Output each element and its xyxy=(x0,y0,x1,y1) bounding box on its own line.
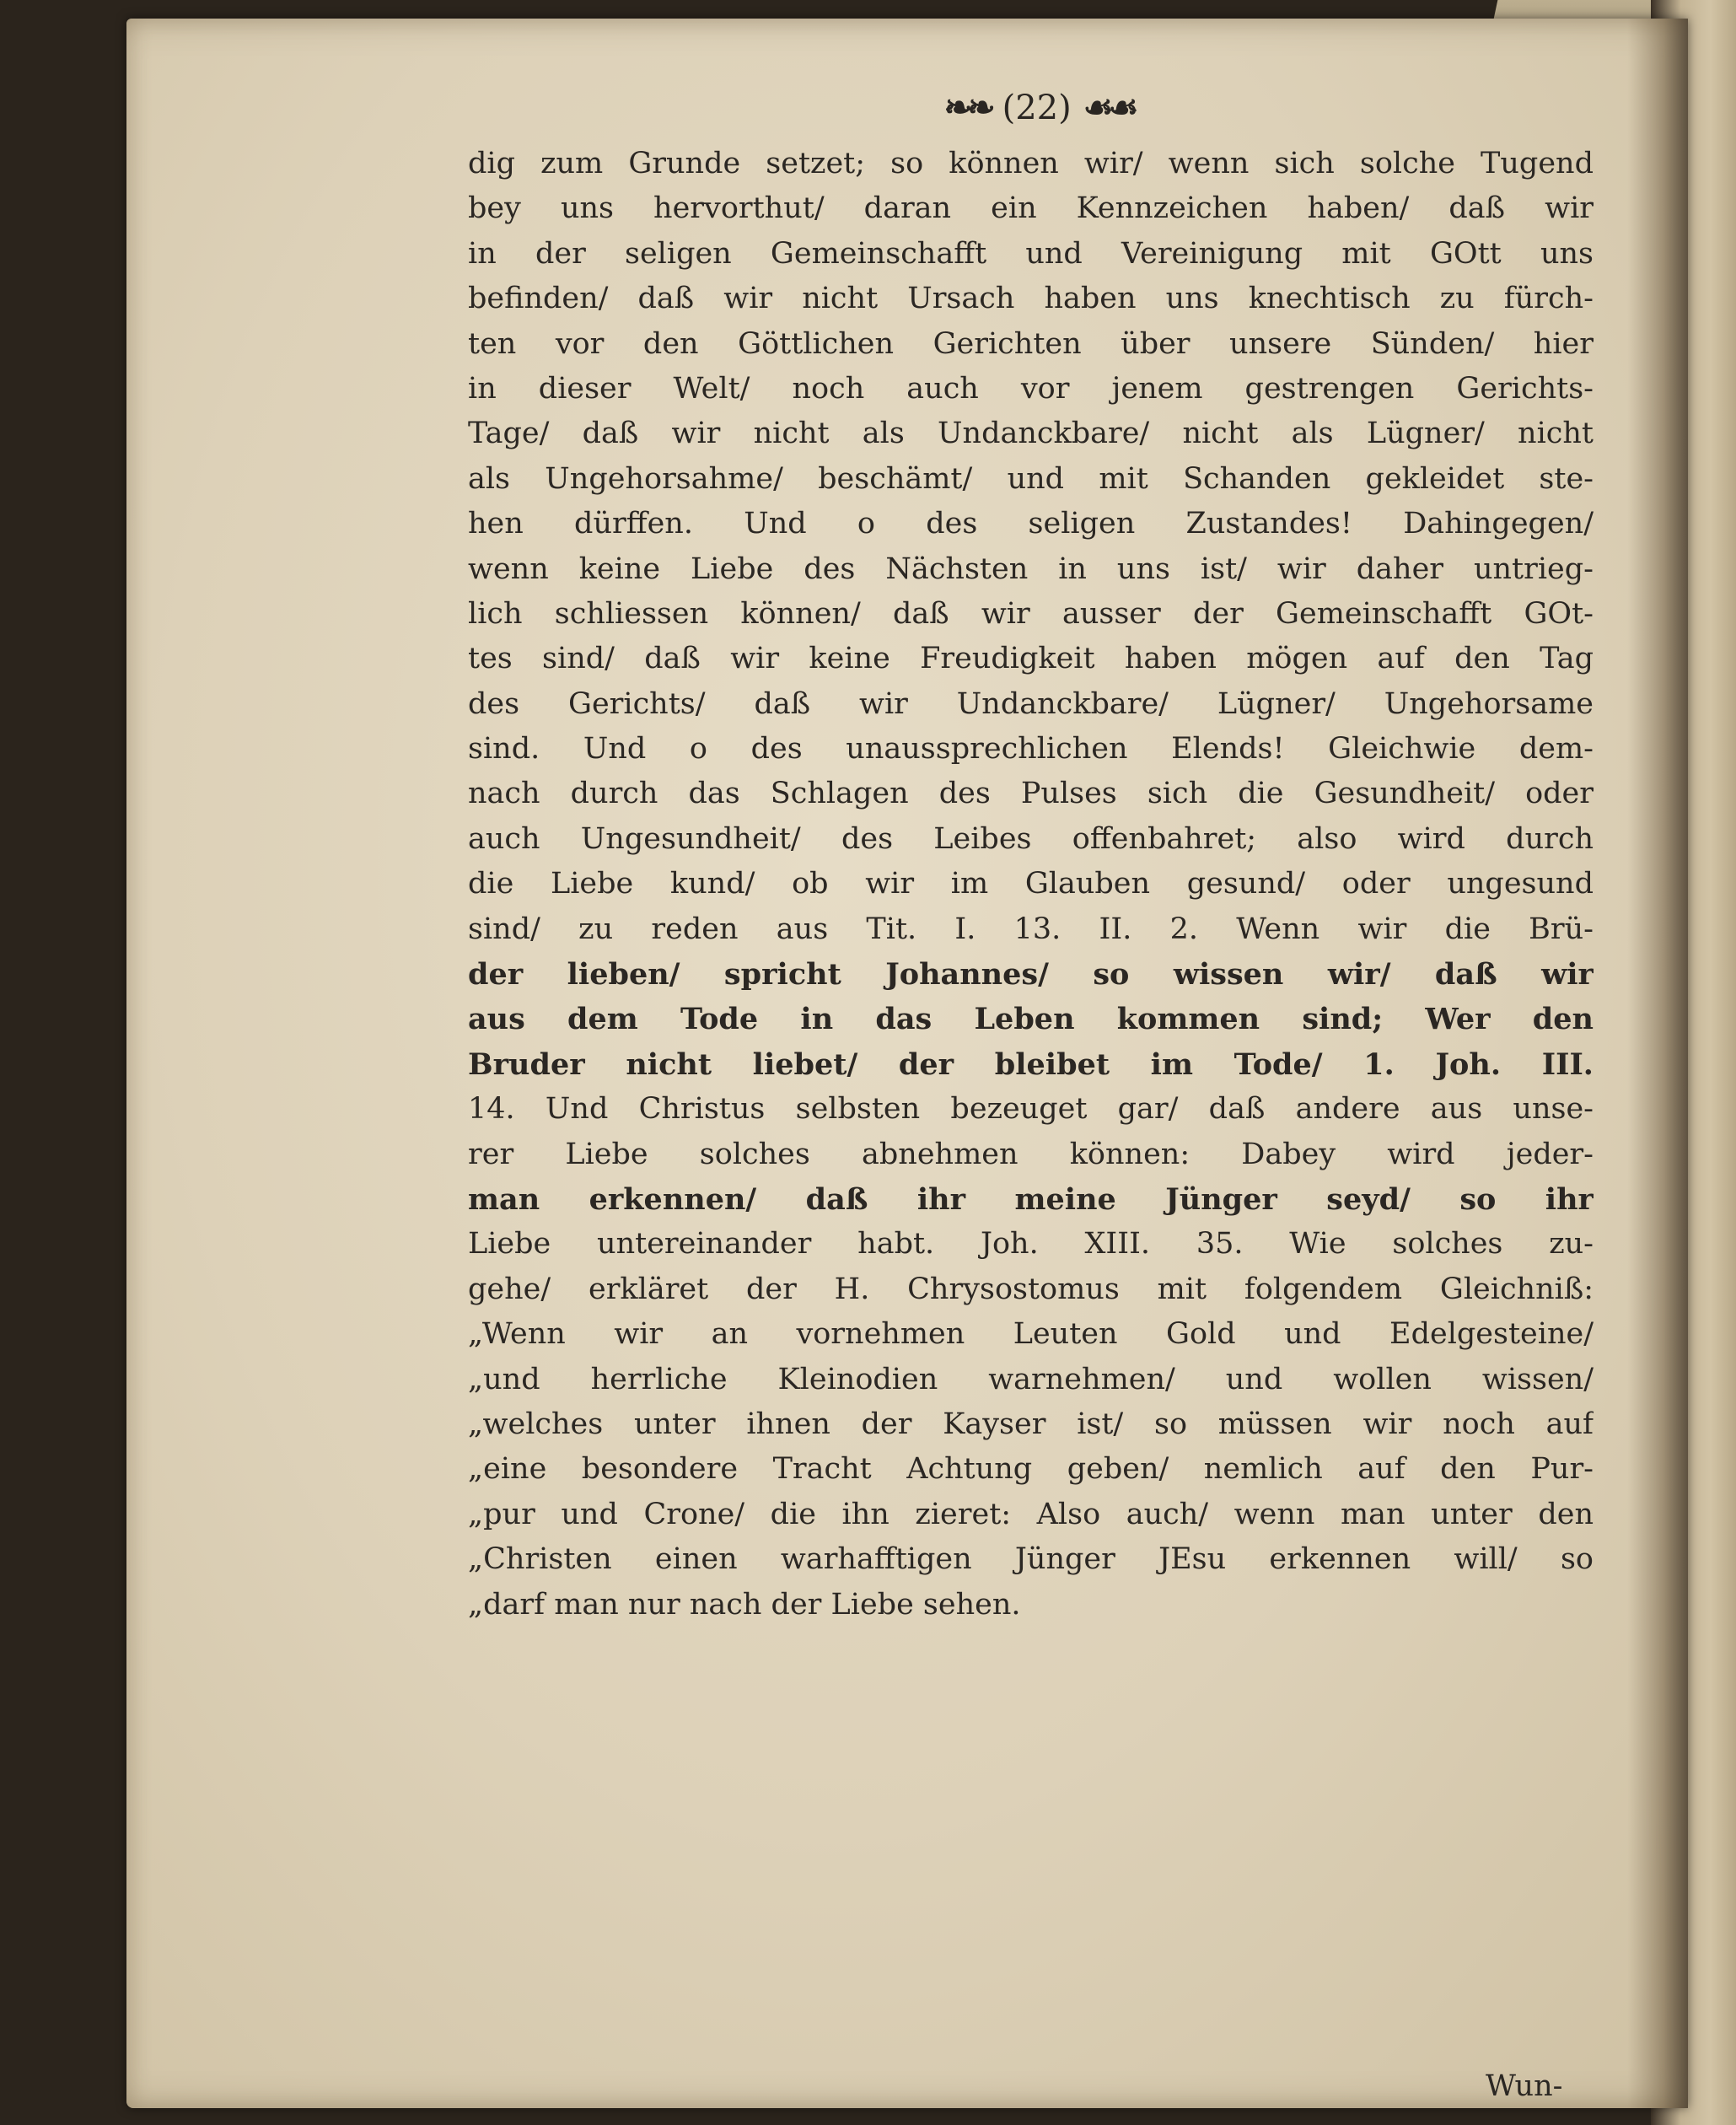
text-line: ten vor den Göttlichen Gerichten über unsere Sünden/ hier xyxy=(468,326,1594,361)
text-line-emphasis: der lieben/ spricht Johannes/ so wissen wir/ daß wir xyxy=(468,957,1594,993)
page-number: (22) xyxy=(1002,89,1072,127)
quoted-line: „und herrliche Kleinodien warnehmen/ und wollen wissen/ xyxy=(468,1362,1594,1396)
text-line: lich schliessen können/ daß wir ausser der Gemeinschafft GOt- xyxy=(468,596,1594,631)
text-line: auch Ungesundheit/ des Leibes offenbahret; also wird durch xyxy=(468,821,1594,856)
catchword: Wun- xyxy=(1486,2069,1563,2103)
text-line: Liebe untereinander habt. Joh. XIII. 35. Wie solches zu- xyxy=(468,1227,1594,1262)
quoted-line: „darf man nur nach der Liebe sehen. xyxy=(468,1587,1021,1622)
text-line: wenn keine Liebe des Nächsten in uns ist/ wir daher untrieg- xyxy=(468,551,1594,586)
text-line: sind. Und o des unaussprechlichen Elends! Gleichwie dem- xyxy=(468,732,1594,767)
body-text xyxy=(468,142,1594,1627)
text-line: rer Liebe solches abnehmen können: Dabey wird jeder- xyxy=(468,1137,1594,1171)
quoted-line: „Christen einen warhafftigen Jünger JEsu erkennen will/ so xyxy=(468,1542,1594,1577)
text-line: 14. Und Christus selbsten bezeuget gar/ daß andere aus unse- xyxy=(468,1092,1594,1127)
header-ornament-left-icon: ❧❧ xyxy=(943,88,991,127)
text-line: die Liebe kund/ ob wir im Glauben gesund/ oder ungesund xyxy=(468,867,1594,901)
page-header xyxy=(904,84,1174,132)
text-line: befinden/ daß wir nicht Ursach haben uns knechtisch zu fürch- xyxy=(468,282,1594,316)
text-line: Tage/ daß wir nicht als Undanckbare/ nicht als Lügner/ nicht xyxy=(468,417,1594,451)
quoted-line: „welches unter ihnen der Kayser ist/ so müssen wir noch auf xyxy=(468,1407,1594,1441)
text-line: tes sind/ daß wir keine Freudigkeit haben mögen auf den Tag xyxy=(468,642,1594,676)
text-line: bey uns hervorthut/ daran ein Kennzeichen haben/ daß wir xyxy=(468,191,1594,226)
text-line-emphasis: Bruder nicht liebet/ der bleibet im Tode/ 1. Joh. III. xyxy=(468,1046,1594,1082)
text-line: in der seligen Gemeinschafft und Vereinigung mit GOtt uns xyxy=(468,236,1594,271)
text-line-emphasis: man erkennen/ daß ihr meine Jünger seyd/ so ihr xyxy=(468,1181,1594,1217)
text-line: dig zum Grunde setzet; so können wir/ wenn sich solche Tugend xyxy=(468,147,1594,180)
text-line-emphasis: aus dem Tode in das Leben kommen sind; Wer den xyxy=(468,1002,1594,1037)
gutter-shadow xyxy=(1627,19,1688,2108)
quoted-line: „Wenn wir an vornehmen Leuten Gold und Edelgesteine/ xyxy=(468,1317,1594,1352)
quoted-line: „eine besondere Tracht Achtung geben/ nemlich auf den Pur- xyxy=(468,1452,1594,1487)
text-line: als Ungehorsahme/ beschämt/ und mit Schanden gekleidet ste- xyxy=(468,461,1594,496)
text-line: des Gerichts/ daß wir Undanckbare/ Lügner/ Ungehorsame xyxy=(468,686,1594,721)
text-line: nach durch das Schlagen des Pulses sich die Gesundheit/ oder xyxy=(468,777,1594,811)
quoted-line: „pur und Crone/ die ihn zieret: Also auch/ wenn man unter den xyxy=(468,1497,1594,1531)
text-line: hen dürffen. Und o des seligen Zustandes! Dahingegen/ xyxy=(468,507,1594,541)
text-line: sind/ zu reden aus Tit. I. 13. II. 2. Wenn wir die Brü- xyxy=(468,912,1594,946)
header-ornament-right-icon: ☙☙ xyxy=(1083,88,1134,127)
text-line: gehe/ erkläret der H. Chrysostomus mit folgendem Gleichniß: xyxy=(468,1272,1594,1306)
text-line: in dieser Welt/ noch auch vor jenem gestrengen Gerichts- xyxy=(468,371,1594,406)
